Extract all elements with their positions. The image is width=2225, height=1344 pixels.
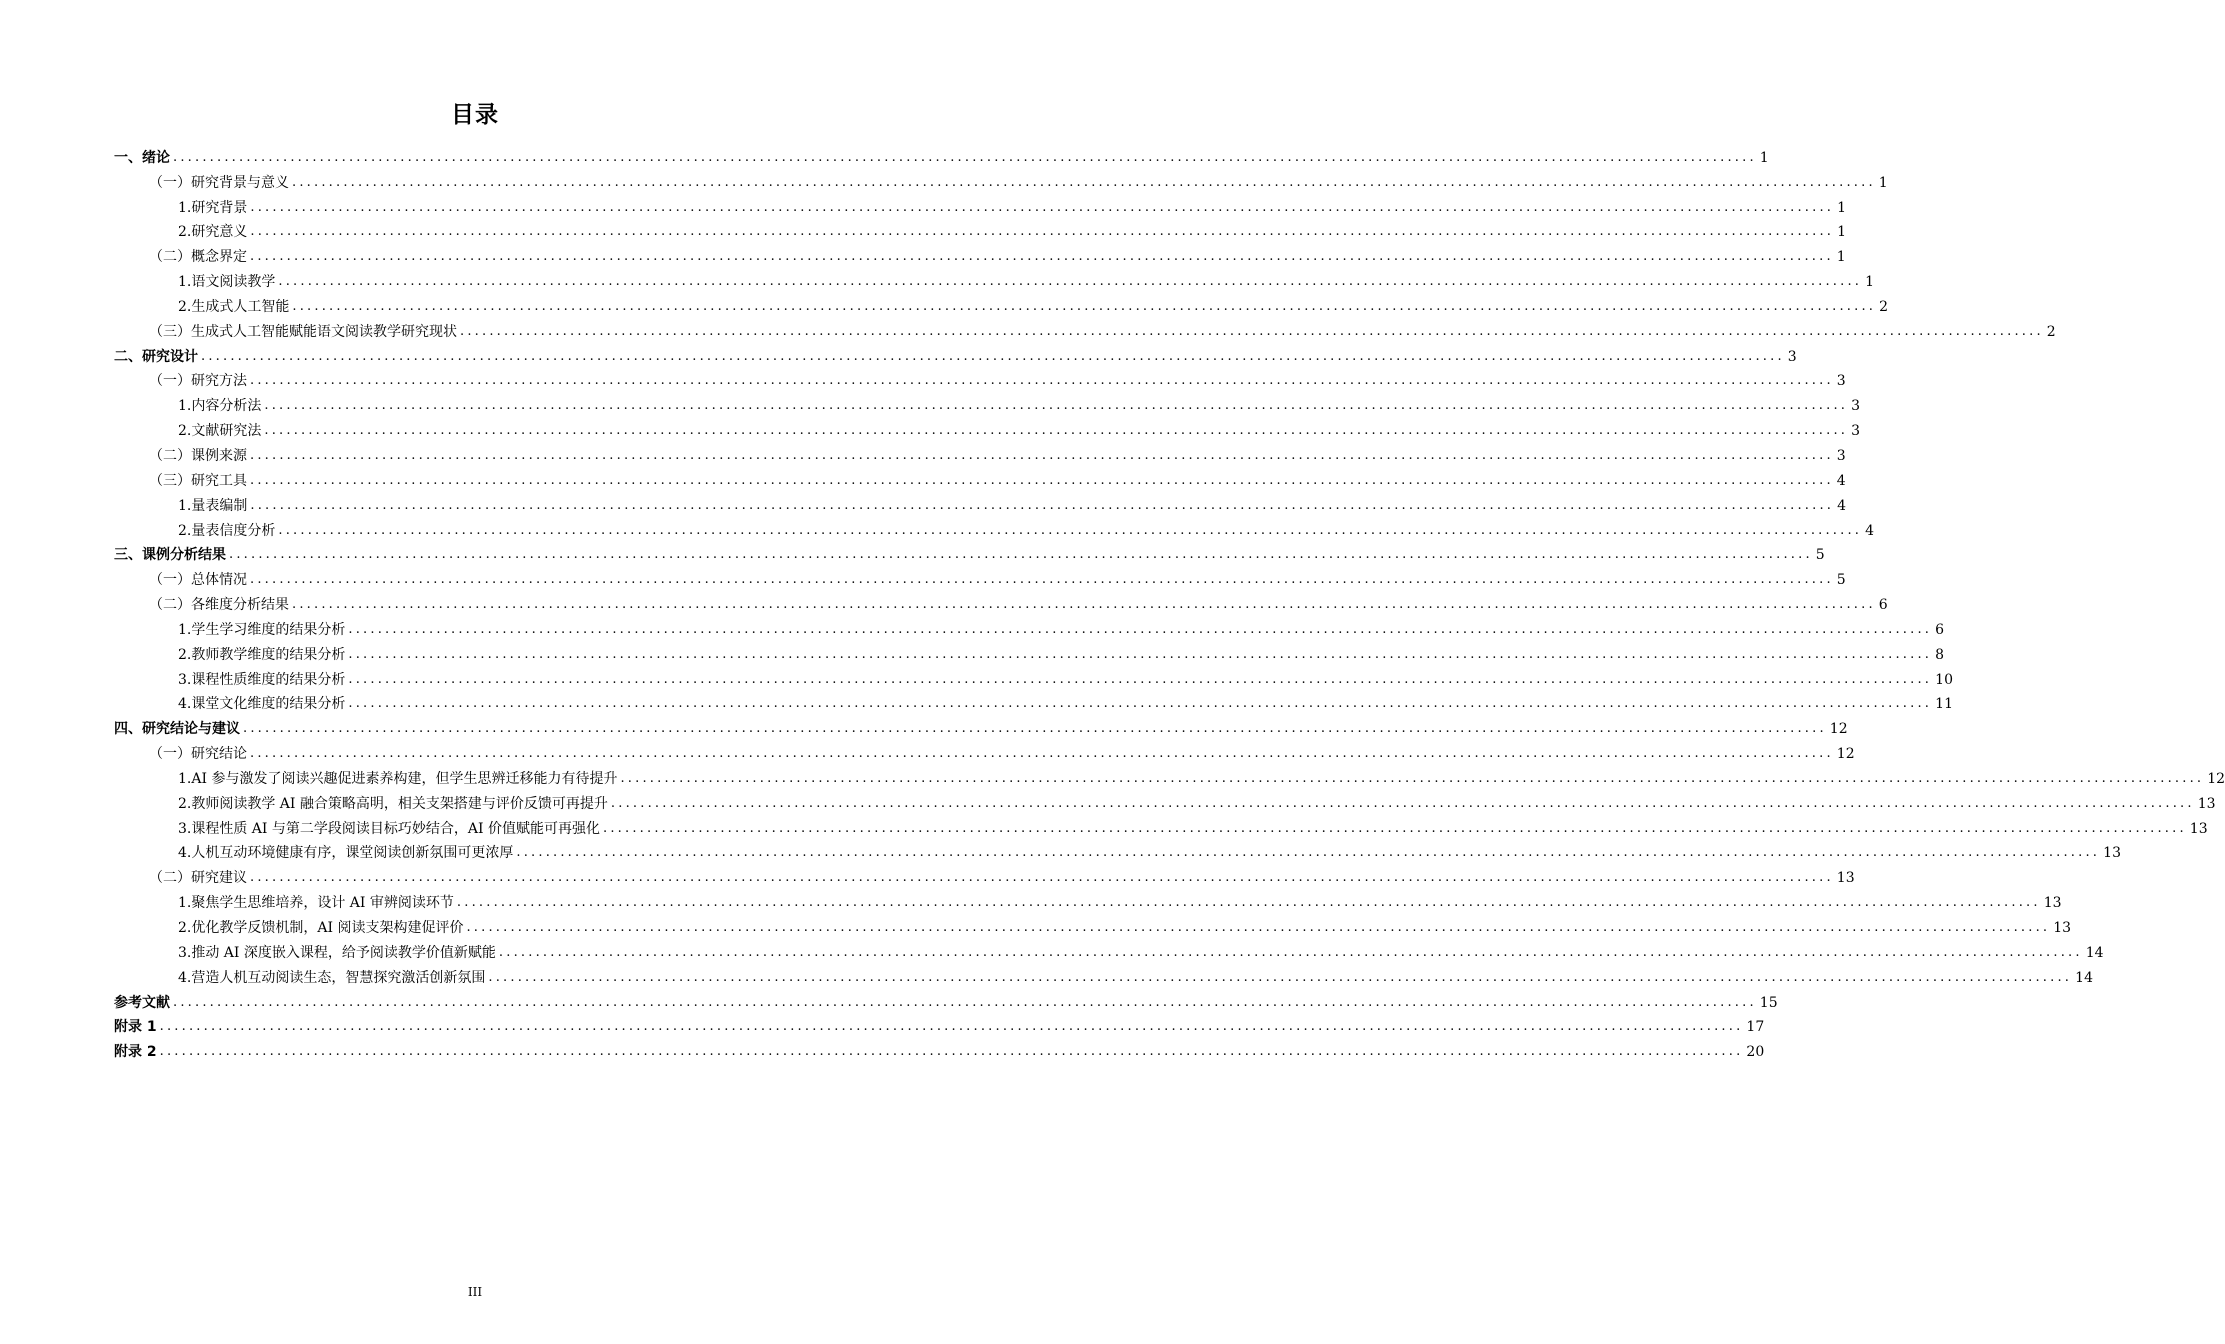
toc-entry[interactable] (114, 813, 2208, 838)
toc-entry[interactable] (114, 366, 1846, 391)
toc-entry[interactable] (114, 540, 1825, 565)
toc-entry[interactable] (114, 738, 1855, 763)
toc-entry-title: （二）课例来源 (149, 447, 247, 464)
toc-entry-title: 2.文献研究法 (178, 423, 262, 440)
toc-entry-title: （二）概念界定 (149, 249, 247, 266)
toc-dot-leader: ........................................................................................................................................................................................................................ (250, 870, 1834, 886)
toc-entry[interactable] (114, 589, 1888, 614)
toc-dot-leader: ........................................................................................................................................................................................................................ (456, 895, 2041, 911)
toc-entry-title: 3.推动 AI 深度嵌入课程，给予阅读教学价值新赋能 (178, 944, 496, 961)
toc-entry-page: 1 (1837, 199, 1847, 216)
toc-dot-leader: ........................................................................................................................................................................................................................ (292, 298, 1877, 314)
toc-entry-title: （二）研究建议 (149, 870, 247, 887)
toc-dot-leader: ........................................................................................................................................................................................................................ (620, 770, 2205, 786)
toc-entry[interactable] (114, 1012, 1765, 1037)
toc-entry-page: 4 (1837, 497, 1847, 514)
toc-entry-title: 2.优化教学反馈机制，AI 阅读支架构建促评价 (178, 920, 464, 936)
toc-entry-page: 13 (2189, 820, 2208, 837)
toc-entry[interactable] (114, 440, 1846, 465)
toc-entry[interactable] (114, 987, 1778, 1012)
toc-dot-leader: ........................................................................................................................................................................................................................ (243, 721, 1827, 737)
toc-dot-leader: ........................................................................................................................................................................................................................ (278, 274, 1863, 290)
toc-dot-leader: ........................................................................................................................................................................................................................ (278, 522, 1863, 538)
toc-entry-page: 2 (2046, 323, 2056, 340)
toc-entry-title: 2.量表信度分析 (178, 522, 276, 539)
toc-entry-page: 6 (1878, 597, 1888, 614)
toc-entry-title: （一）总体情况 (149, 572, 247, 589)
toc-entry-page: 13 (2043, 895, 2062, 912)
toc-entry-title: 2.生成式人工智能 (178, 298, 290, 315)
toc-entry-title: 四、研究结论与建议 (114, 721, 240, 738)
toc-entry[interactable] (114, 266, 1875, 291)
toc-entry-title: （三）研究工具 (149, 472, 247, 489)
toc-entry-page: 12 (1829, 721, 1848, 738)
toc-entry[interactable] (114, 937, 2104, 962)
toc-entry-title: 附录 1 (114, 1019, 157, 1036)
toc-entry-page: 14 (2085, 944, 2104, 961)
toc-entry-page: 17 (1746, 1019, 1765, 1036)
toc-entry-page: 4 (1865, 522, 1875, 539)
toc-entry[interactable] (114, 515, 1875, 540)
toc-entry[interactable] (114, 341, 1797, 366)
toc-entry-title: （一）研究背景与意义 (149, 174, 289, 191)
toc-entry-page: 14 (2075, 969, 2093, 986)
toc-entry[interactable] (114, 962, 2093, 987)
toc-entry-title: 4.人机互动环境健康有序，课堂阅读创新氛围可更浓厚 (178, 845, 514, 862)
toc-entry-page: 3 (1836, 447, 1846, 464)
toc-entry-page: 13 (2053, 920, 2072, 936)
toc-entry-page: 3 (1851, 398, 1861, 415)
toc-dot-leader: ........................................................................................................................................................................................................................ (348, 696, 1933, 712)
toc-entry-title: 附录 2 (114, 1044, 157, 1061)
toc-dot-leader: ........................................................................................................................................................................................................................ (292, 174, 1876, 190)
toc-entry-page: 1 (1836, 249, 1846, 266)
toc-entry-title: （二）各维度分析结果 (149, 597, 289, 614)
toc-entry-title: 3.课程性质 AI 与第二学段阅读目标巧妙结合，AI 价值赋能可再强化 (178, 820, 600, 837)
toc-dot-leader: ........................................................................................................................................................................................................................ (159, 1044, 1744, 1060)
toc-dot-leader: ........................................................................................................................................................................................................................ (292, 597, 1876, 613)
toc-entry-title: 1.聚焦学生思维培养，设计 AI 审辨阅读环节 (178, 895, 454, 912)
toc-entry-page: 20 (1746, 1044, 1765, 1061)
toc-dot-leader: ........................................................................................................................................................................................................................ (460, 323, 2044, 339)
toc-entry-page: 1 (1878, 174, 1888, 191)
toc-entry-page: 5 (1836, 572, 1846, 589)
toc-entry[interactable] (114, 291, 1889, 316)
toc-entry-title: 4.营造人机互动阅读生态，智慧探究激活创新氛围 (178, 969, 486, 986)
toc-entry[interactable] (114, 763, 2225, 788)
toc-dot-leader: ........................................................................................................................................................................................................................ (250, 746, 1834, 762)
toc-dot-leader: ........................................................................................................................................................................................................................ (250, 447, 1834, 463)
toc-dot-leader: ........................................................................................................................................................................................................................ (173, 994, 1757, 1010)
toc-entry-page: 2 (1879, 298, 1889, 315)
toc-entry[interactable] (114, 192, 1847, 217)
toc-entry-page: 12 (2207, 770, 2225, 787)
toc-entry[interactable] (114, 639, 1945, 664)
toc-entry-title: 1.AI 参与激发了阅读兴趣促进素养构建，但学生思辨迁移能力有待提升 (178, 770, 618, 787)
toc-entry-page: 11 (1935, 696, 1953, 713)
toc-entry[interactable] (114, 415, 1861, 440)
toc-entry[interactable] (114, 390, 1861, 415)
toc-entry-title: 1.研究背景 (178, 199, 248, 216)
toc-entry-title: 一、绪论 (114, 149, 170, 166)
toc-entry-title: 2.研究意义 (178, 224, 248, 241)
toc-dot-leader: ........................................................................................................................................................................................................................ (348, 621, 1933, 637)
toc-entry-page: 3 (1851, 423, 1861, 440)
toc-entry[interactable] (114, 465, 1846, 490)
toc-entry-page: 15 (1759, 994, 1778, 1011)
toc-dot-leader: ........................................................................................................................................................................................................................ (250, 224, 1835, 240)
toc-entry[interactable] (114, 142, 1769, 167)
toc-entry-title: 三、课例分析结果 (114, 547, 226, 564)
toc-dot-leader: ........................................................................................................................................................................................................................ (264, 398, 1849, 414)
toc-entry-page: 10 (1935, 671, 1953, 688)
toc-dot-leader: ........................................................................................................................................................................................................................ (201, 348, 1785, 364)
toc-entry-title: 3.课程性质维度的结果分析 (178, 671, 346, 688)
toc-entry[interactable] (114, 490, 1847, 515)
toc-dot-leader: ........................................................................................................................................................................................................................ (229, 547, 1813, 563)
toc-entry-title: 2.教师教学维度的结果分析 (178, 646, 346, 663)
toc-entry-title: 1.语文阅读教学 (178, 274, 276, 291)
toc-entry[interactable] (114, 689, 1953, 714)
toc-entry[interactable] (114, 862, 1855, 887)
toc-entry-title: 2.教师阅读教学 AI 融合策略高明，相关支架搭建与评价反馈可再提升 (178, 795, 608, 812)
toc-dot-leader: ........................................................................................................................................................................................................................ (159, 1019, 1744, 1035)
toc-entry-page: 3 (1787, 348, 1797, 365)
toc-entry-title: 1.量表编制 (178, 497, 248, 514)
toc-dot-leader: ........................................................................................................................................................................................................................ (516, 845, 2101, 861)
toc-entry[interactable] (114, 241, 1846, 266)
toc-entry[interactable] (114, 664, 1953, 689)
page-number: III (467, 1285, 483, 1299)
toc-list (114, 142, 2225, 1061)
toc-entry-title: 1.内容分析法 (178, 398, 262, 415)
toc-entry-page: 4 (1836, 472, 1846, 489)
toc-entry-title: （一）研究方法 (149, 373, 247, 390)
toc-entry-page: 5 (1815, 547, 1825, 564)
toc-dot-leader: ........................................................................................................................................................................................................................ (250, 249, 1834, 265)
toc-dot-leader: ........................................................................................................................................................................................................................ (610, 795, 2195, 811)
toc-dot-leader: ........................................................................................................................................................................................................................ (250, 199, 1835, 215)
toc-entry[interactable] (114, 838, 2121, 863)
toc-entry-title: （三）生成式人工智能赋能语文阅读教学研究现状 (149, 323, 457, 340)
toc-entry[interactable] (114, 316, 2056, 341)
toc-entry-page: 8 (1935, 646, 1945, 663)
toc-entry[interactable] (114, 788, 2216, 813)
toc-dot-leader: ........................................................................................................................................................................................................................ (603, 820, 2187, 836)
toc-title: 目录 (451, 102, 499, 128)
toc-entry[interactable] (114, 217, 1847, 242)
toc-entry[interactable] (114, 614, 1945, 639)
toc-dot-leader: ........................................................................................................................................................................................................................ (348, 646, 1933, 662)
toc-dot-leader: ........................................................................................................................................................................................................................ (488, 969, 2073, 985)
toc-dot-leader: ........................................................................................................................................................................................................................ (264, 423, 1849, 439)
toc-dot-leader: ........................................................................................................................................................................................................................ (250, 572, 1834, 588)
toc-dot-leader: ........................................................................................................................................................................................................................ (250, 373, 1834, 389)
toc-dot-leader: ........................................................................................................................................................................................................................ (250, 497, 1835, 513)
toc-dot-leader: ........................................................................................................................................................................................................................ (466, 920, 2051, 935)
toc-entry-page: 13 (2197, 795, 2216, 812)
toc-entry-page: 1 (1837, 224, 1847, 241)
toc-entry[interactable] (114, 564, 1846, 589)
toc-entry-page: 6 (1935, 621, 1945, 638)
toc-entry-title: 二、研究设计 (114, 348, 198, 365)
toc-entry-page: 12 (1836, 746, 1855, 763)
toc-entry-page: 13 (2103, 845, 2121, 862)
toc-dot-leader: ........................................................................................................................................................................................................................ (173, 149, 1757, 165)
toc-entry[interactable] (114, 887, 2062, 912)
toc-entry-title: 1.学生学习维度的结果分析 (178, 621, 346, 638)
toc-entry-title: 参考文献 (114, 994, 170, 1011)
toc-dot-leader: ........................................................................................................................................................................................................................ (348, 671, 1933, 687)
toc-entry-page: 3 (1836, 373, 1846, 390)
toc-entry-page: 13 (1836, 870, 1855, 887)
toc-entry-page: 1 (1759, 149, 1769, 166)
toc-entry[interactable] (114, 912, 2072, 937)
toc-entry[interactable] (114, 167, 1888, 192)
toc-entry-title: （一）研究结论 (149, 746, 247, 763)
toc-dot-leader: ........................................................................................................................................................................................................................ (498, 944, 2083, 960)
toc-dot-leader: ........................................................................................................................................................................................................................ (250, 472, 1834, 488)
toc-entry[interactable] (114, 1036, 1765, 1061)
toc-entry-title: 4.课堂文化维度的结果分析 (178, 696, 346, 713)
toc-entry-page: 1 (1865, 274, 1875, 291)
toc-entry[interactable] (114, 713, 1848, 738)
